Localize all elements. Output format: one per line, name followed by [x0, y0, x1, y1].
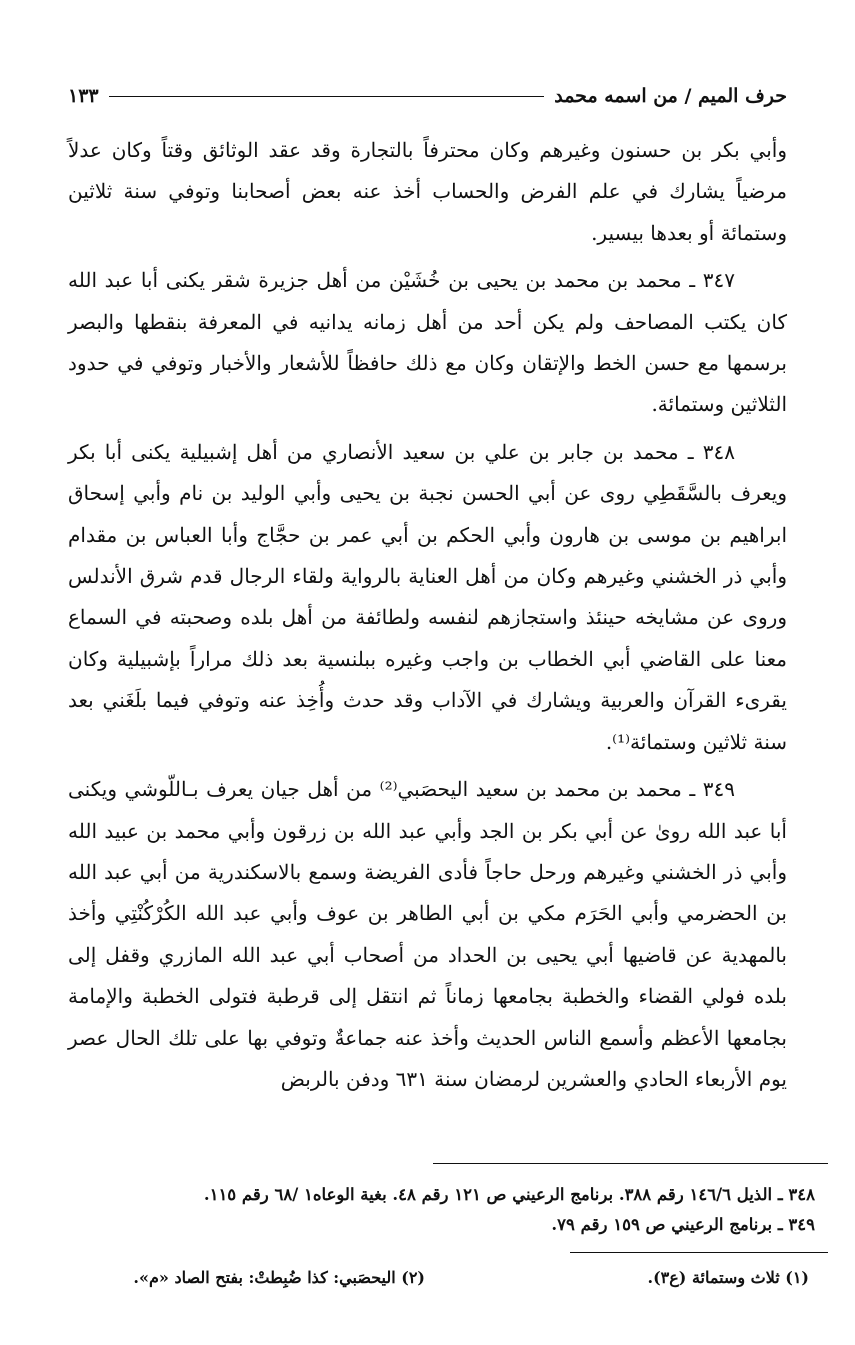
running-header [68, 78, 787, 114]
header-rule [109, 96, 545, 97]
footnote-rule-short [570, 1252, 828, 1253]
main-text [68, 130, 787, 1106]
footnote-2: (٢) اليحصَبي: كذا ضُبِطتْ: بفتح الصاد «م». [133, 1268, 425, 1287]
footnotes [68, 1262, 815, 1296]
footnote-rule [433, 1163, 828, 1164]
source-line: ٣٤٨ ـ الذيل ١٤٦/٦ رقم ٣٨٨. برنامج الرعيني ص ١٢١ رقم ٤٨. بغية الوعاه١ /٦٨ رقم ١١٥. [203, 1185, 815, 1204]
entry-349: ٣٤٩ ـ محمد بن محمد بن سعيد اليحصَبي⁽²⁾ من أهل جيان يعرف بـاللّوشي ويكنى أبا عبد الله روىٰ عن أبي بكر بن الجد وأبي عبد الله بن زرقون وأبي محمد بن عبيد الله وأبي ذر الخشني وغيرهم ورحل حاجاً فأدى الفريضة وسمع بالاسكندرية من أبي عبد الله بن الحضرمي وأبي الحَرَم مكي بن أبي الطاهر بن عوف وأبي عبد الله الكُرْكُنْتِي وأخذ بالمهدية عن قاضيها أبي يحيى بن الحداد من أصحاب أبي عبد الله المازري وقفل إلى بلده فولي القضاء والخطبة بجامعها زماناً ثم انتقل إلى قرطبة فتولى الخطبة والإمامة بجامعها الأعظم وأسمع الناس الحديث وأخذ عنه جماعةٌ وتوفي بها على تلك الحال عصر يوم الأربعاء الحادي والعشرين لرمضان سنة ٦٣١ ودفن بالربض [68, 777, 787, 1091]
continuation-paragraph: وأبي بكر بن حسنون وغيرهم وكان محترفاً بالتجارة وقد عقد الوثائق وقتاً وكان عدلاً مرضياً يشارك في علم الفرض والحساب أخذ عنه بعض أصحابنا وتوفي سنة ثلاثين وستمائة أو بعدها بيسير. [68, 138, 787, 245]
footnote-1: (١) ثلاث وستمائة (ع٣). [647, 1268, 809, 1287]
source-references [68, 1180, 815, 1240]
entry-348: ٣٤٨ ـ محمد بن جابر بن علي بن سعيد الأنصاري من أهل إشبيلية يكنى أبا بكر ويعرف بالسَّقَطِي روى عن أبي الحسن نجبة بن يحيى وأبي الوليد بن نام وأبي إسحاق ابراهيم بن موسى بن هارون وأبي الحكم بن أبي عمر بن حجَّاج وأبا العباس بن مقدام وأبي ذر الخشني وغيرهم وكان من أهل العناية بالرواية ولقاء الرجال قدم شرق الأندلس وروى عن مشايخه حينئذ واستجازهم لنفسه ولطائفة من أهل بلده وصحبته في السماع معنا على القاضي أبي الخطاب بن واجب وغيره ببلنسية بعد ذلك مراراً بإشبيلية وكان يقرىء القرآن والعربية ويشارك في الآداب وقد حدث وأُخِذ عنه وتوفي فيما بلَغَني بعد سنة ثلاثين وستمائة⁽¹⁾. [68, 439, 787, 754]
section-title: حرف الميم / من اسمه محمد [554, 85, 787, 107]
entry-347: ٣٤٧ ـ محمد بن محمد بن يحيى بن خُشَيْن من أهل جزيرة شقر يكنى أبا عبد الله كان يكتب المصاحف ولم يكن أحد من أهل زمانه يدانيه في المعرفة بنقطها والبصر برسمها مع حسن الخط والإتقان وكان مع ذلك حافظاً للأشعار والأخبار وتوفي في حدود الثلاثين وستمائة. [68, 268, 788, 417]
source-line: ٣٤٩ ـ برنامج الرعيني ص ١٥٩ رقم ٧٩. [551, 1215, 815, 1234]
page-number: ١٣٣ [68, 85, 99, 107]
